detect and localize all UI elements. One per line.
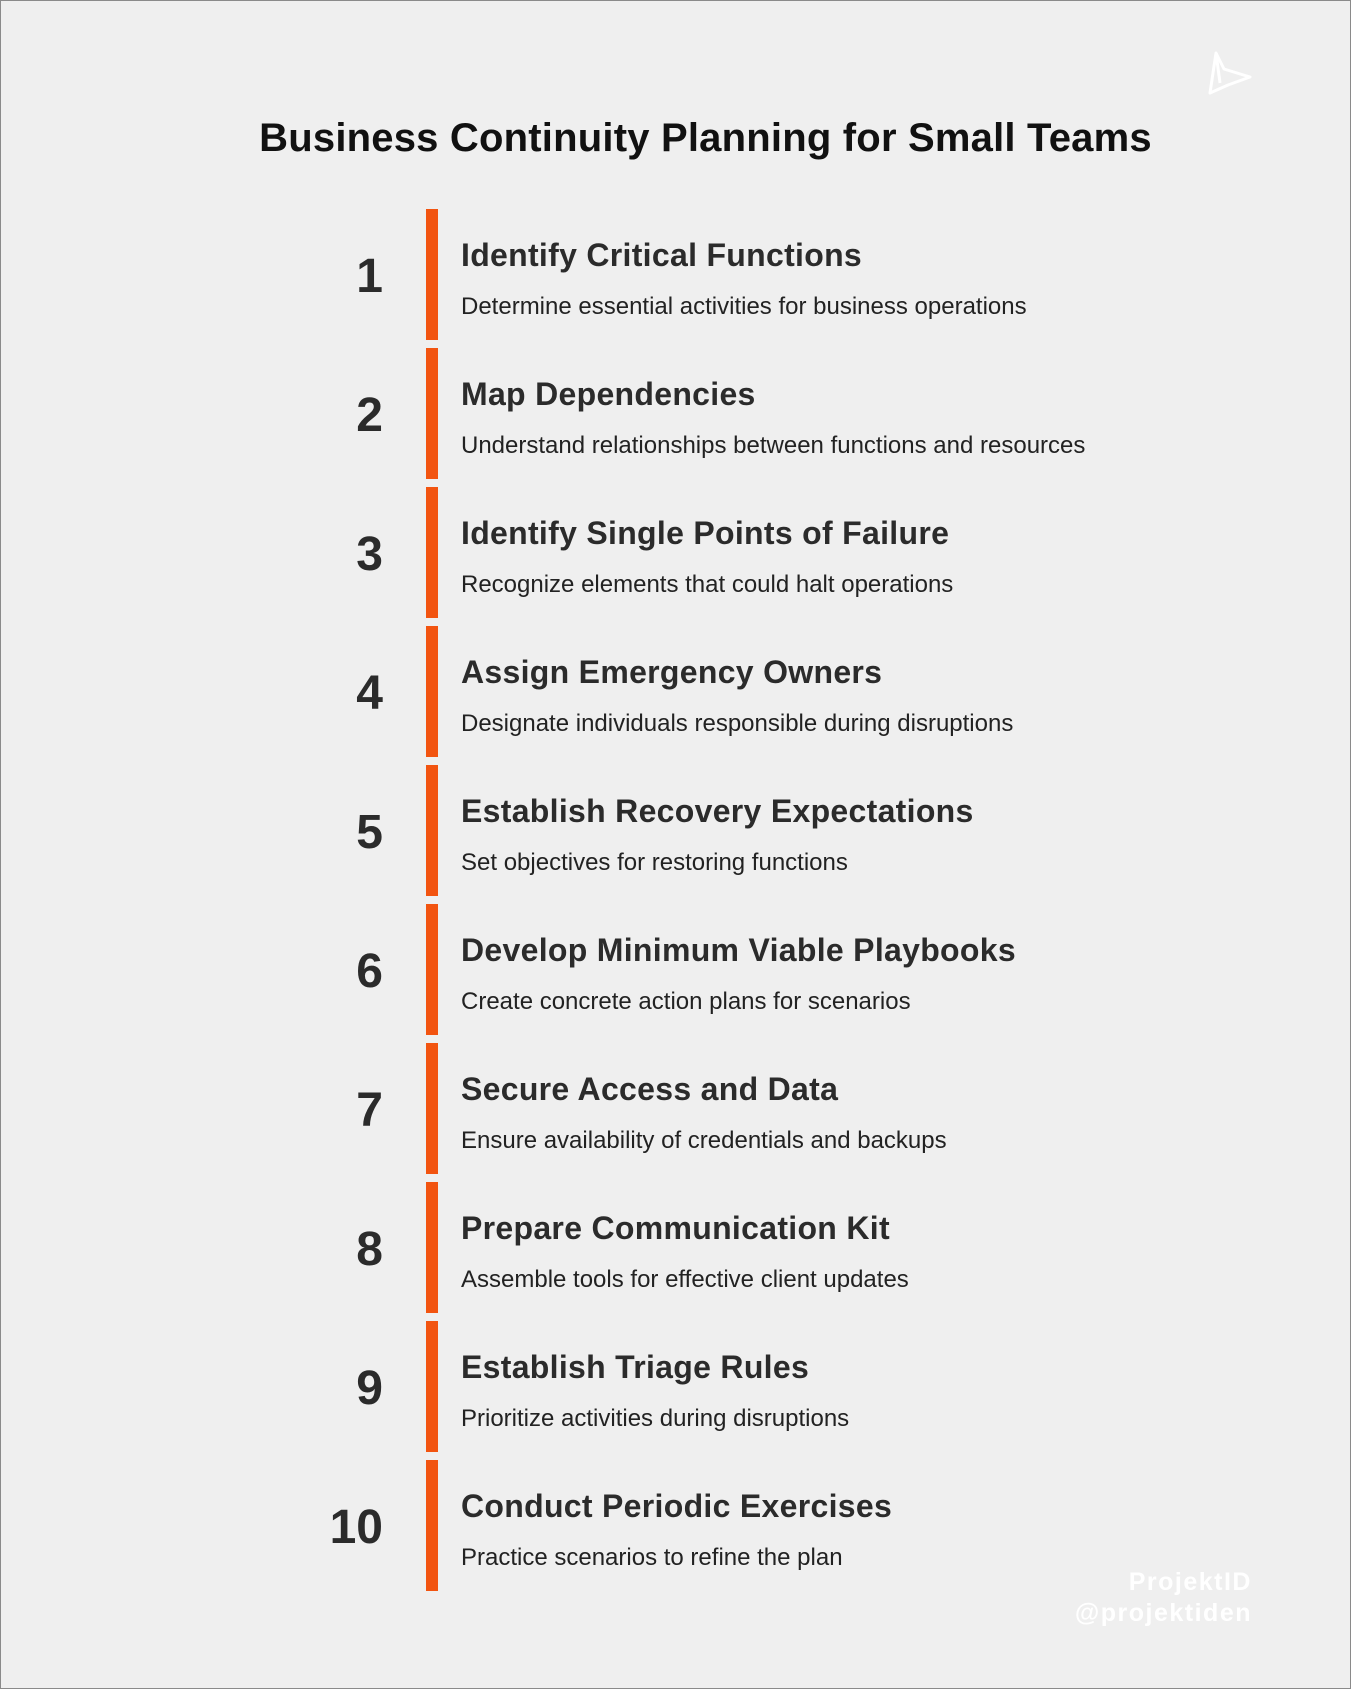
step-title: Develop Minimum Viable Playbooks <box>461 932 1016 968</box>
step-description: Set objectives for restoring functions <box>461 849 848 876</box>
step-title: Assign Emergency Owners <box>461 654 883 690</box>
step-item <box>1 487 1350 618</box>
step-item <box>1 765 1350 896</box>
step-title: Map Dependencies <box>461 376 756 412</box>
step-accent-bar <box>426 1460 438 1591</box>
step-number: 6 <box>356 945 383 998</box>
step-description: Practice scenarios to refine the plan <box>461 1544 843 1571</box>
step-description: Assemble tools for effective client updates <box>461 1266 909 1293</box>
watermark <box>1075 1567 1252 1629</box>
step-accent-bar <box>426 348 438 479</box>
step-description: Determine essential activities for business operations <box>461 293 1027 320</box>
step-number: 4 <box>356 667 383 720</box>
watermark-brand: ProjektID <box>1128 1568 1252 1596</box>
step-accent-bar <box>426 765 438 896</box>
step-accent-bar <box>426 904 438 1035</box>
step-description: Designate individuals responsible during disruptions <box>461 710 1014 737</box>
step-number: 9 <box>356 1362 383 1415</box>
step-item <box>1 904 1350 1035</box>
step-item <box>1 1043 1350 1174</box>
step-number: 1 <box>356 250 383 303</box>
step-description: Create concrete action plans for scenarios <box>461 988 911 1015</box>
step-accent-bar <box>426 626 438 757</box>
step-description: Understand relationships between functions and resources <box>461 432 1086 459</box>
step-title: Secure Access and Data <box>461 1071 839 1107</box>
step-item <box>1 1321 1350 1452</box>
step-title: Identify Critical Functions <box>461 237 863 273</box>
step-number: 10 <box>329 1501 383 1554</box>
steps-list <box>1 209 1350 1599</box>
step-number: 5 <box>356 806 383 859</box>
step-number: 7 <box>356 1084 383 1137</box>
step-title: Establish Triage Rules <box>461 1349 810 1385</box>
step-number: 3 <box>356 528 383 581</box>
step-description: Recognize elements that could halt operations <box>461 571 954 598</box>
step-description: Prioritize activities during disruptions <box>461 1405 850 1432</box>
brand-logo-icon <box>1202 49 1252 99</box>
step-description: Ensure availability of credentials and backups <box>461 1127 947 1154</box>
step-accent-bar <box>426 209 438 340</box>
step-title: Conduct Periodic Exercises <box>461 1488 893 1524</box>
step-item <box>1 348 1350 479</box>
watermark-handle: @projektiden <box>1074 1599 1252 1627</box>
step-accent-bar <box>426 1321 438 1452</box>
step-number: 8 <box>356 1223 383 1276</box>
step-accent-bar <box>426 1043 438 1174</box>
step-item <box>1 209 1350 340</box>
step-item <box>1 626 1350 757</box>
step-number: 2 <box>356 389 383 442</box>
step-title: Prepare Communication Kit <box>461 1210 890 1246</box>
step-accent-bar <box>426 487 438 618</box>
page-title: Business Continuity Planning for Small Teams <box>259 116 1152 160</box>
step-accent-bar <box>426 1182 438 1313</box>
step-title: Identify Single Points of Failure <box>461 515 950 551</box>
step-item <box>1 1182 1350 1313</box>
step-title: Establish Recovery Expectations <box>461 793 974 829</box>
